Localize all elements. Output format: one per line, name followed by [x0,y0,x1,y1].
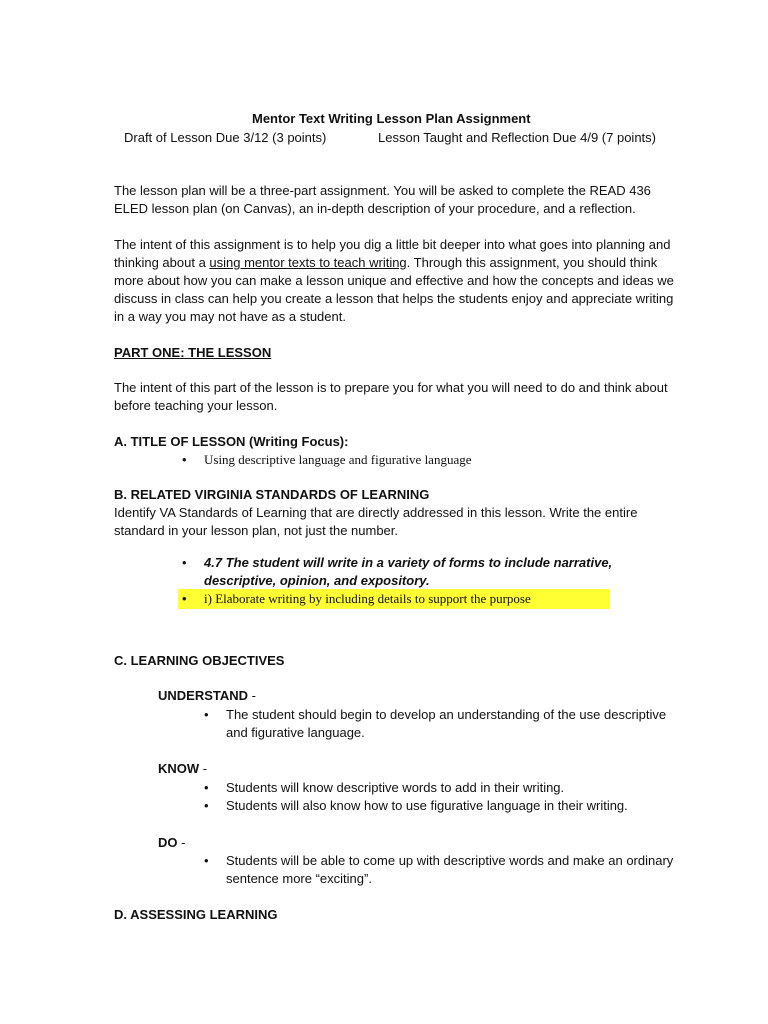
intro-text: . Through this assignment, you should think [406,255,658,270]
document-title: Mentor Text Writing Lesson Plan Assignment [252,111,531,126]
section-c-heading: C. LEARNING OBJECTIVES [114,653,285,668]
do-label [158,834,185,852]
bullet-icon: • [204,707,209,722]
bullet-icon: • [182,591,187,606]
lesson-title-bullet: Using descriptive language and figurative language [204,452,472,467]
section-a-heading: A. TITLE OF LESSON (Writing Focus): [114,434,349,449]
part-one-heading: PART ONE: THE LESSON [114,345,272,360]
intro-paragraph-2-line-5: in a way you may not have as a student. [114,309,346,324]
intro-paragraph-2-line-4: discuss in class can help you create a lesson that helps the students enjoy and appreciate writing [114,291,674,306]
understand-line-1: The student should begin to develop an understanding of the use descriptive [226,707,667,722]
standard-sub-i: i) Elaborate writing by including details to support the purpose [204,591,531,606]
know-label [158,760,207,778]
know-item-2: Students will also know how to use figurative language in their writing. [226,798,628,813]
mentor-texts-underline: using mentor texts to teach writing [209,255,407,270]
intro-paragraph-1-line-1: The lesson plan will be a three-part assignment. You will be asked to complete the READ 436 [114,183,651,198]
do-dash: - [177,835,186,850]
section-d-heading: D. ASSESSING LEARNING [114,907,278,922]
section-b-heading: B. RELATED VIRGINIA STANDARDS OF LEARNING [114,487,430,502]
bullet-icon: • [204,798,209,813]
understand-line-2: and figurative language. [226,725,365,740]
intro-paragraph-1-line-2: ELED lesson plan (on Canvas), an in-depth description of your procedure, and a reflection. [114,201,636,216]
know-item-1: Students will know descriptive words to add in their writing. [226,780,565,795]
do-line-1: Students will be able to come up with descriptive words and make an ordinary [226,853,674,868]
know-label-text: KNOW [158,761,200,776]
standard-4-7-line-2: descriptive, opinion, and expository. [204,573,430,588]
do-label-text: DO [158,835,178,850]
bullet-icon: • [182,555,187,570]
bullet-icon: • [204,780,209,795]
intro-paragraph-2-line-2 [114,254,657,272]
standard-4-7-line-1: 4.7 The student will write in a variety of forms to include narrative, [204,555,613,570]
do-line-2: sentence more “exciting”. [226,871,372,886]
part-one-paragraph-line-1: The intent of this part of the lesson is to prepare you for what you will need to do and think about [114,380,668,395]
part-one-paragraph-line-2: before teaching your lesson. [114,398,278,413]
lesson-due-date: Lesson Taught and Reflection Due 4/9 (7 points) [378,130,656,145]
intro-paragraph-2-line-1: The intent of this assignment is to help you dig a little bit deeper into what goes into planning and [114,237,671,252]
understand-dash: - [248,688,256,703]
section-b-paragraph-line-1: Identify VA Standards of Learning that are directly addressed in this lesson. Write the entire [114,505,638,520]
intro-text: thinking about a [114,255,210,270]
section-b-paragraph-line-2: standard in your lesson plan, not just the number. [114,523,399,538]
bullet-icon: • [204,853,209,868]
bullet-icon: • [182,452,187,467]
draft-due-date: Draft of Lesson Due 3/12 (3 points) [124,130,327,145]
know-dash: - [199,761,208,776]
intro-paragraph-2-line-3: more about how you can make a lesson unique and effective and how the concepts and ideas we [114,273,674,288]
understand-label [158,687,256,705]
understand-label-text: UNDERSTAND [158,688,249,703]
